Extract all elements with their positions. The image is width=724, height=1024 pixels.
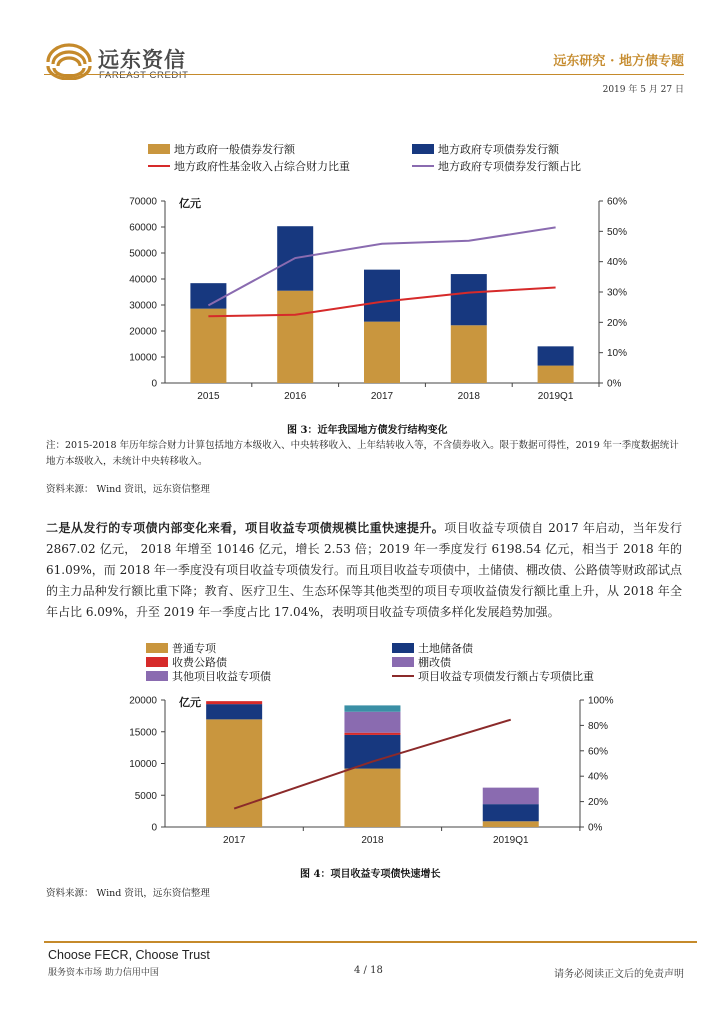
bar-segment — [483, 804, 539, 821]
y-unit-label: 亿元 — [179, 198, 201, 210]
paragraph-body: 项目收益专项债自 2017 年启动，当年发行 2867.02 亿元， 2018 年增至 10146 亿元，增长 2.53 倍；2019 年一季度发行 6198.54 亿元，相当于 2018 年的 61.09%，而 2018 年一季度没有项目收益专项债发行。而且项目收益专项债中，土储债、棚改债、公路债等财政部试点的主力品种发行额比重下降；教育、医疗卫生、生态环保等其他类型的项目专项收益债发行额比重上升，从 2018 年全年占比 6.09%，升至 2019 年一季度占比 17.04%，表明项目收益专项债多样化发展趋势加强。 — [46, 521, 682, 619]
bar-segment — [538, 366, 574, 383]
y-tick-label: 50000 — [129, 248, 157, 260]
legend-item — [392, 668, 594, 684]
legend-swatch — [392, 675, 414, 677]
y2-tick-label: 0% — [588, 822, 603, 834]
x-tick-label: 2019Q1 — [537, 391, 574, 402]
legend-swatch — [148, 144, 170, 154]
legend-swatch — [146, 643, 168, 653]
y-tick-label: 5000 — [134, 790, 157, 802]
x-tick-label: 2018 — [361, 835, 384, 846]
y2-tick-label: 10% — [607, 348, 628, 360]
legend-label: 收费公路债 — [172, 656, 227, 669]
logo-wordmark-cn: 远东资信 — [98, 48, 186, 72]
body-paragraph — [46, 518, 682, 623]
bar-segment — [206, 701, 262, 704]
y2-tick-label: 0% — [607, 378, 622, 390]
bar-segment — [344, 733, 400, 735]
y2-tick-label: 60% — [588, 746, 609, 758]
legend-item — [148, 141, 295, 157]
bar-segment — [344, 769, 400, 827]
y2-tick-label: 60% — [607, 196, 628, 208]
legend-label: 地方政府一般债券发行额 — [174, 143, 295, 156]
y-tick-label: 10000 — [129, 759, 157, 770]
legend-swatch — [412, 165, 434, 167]
y2-tick-label: 80% — [588, 720, 609, 732]
legend-label: 普通专项 — [172, 642, 216, 655]
x-tick-label: 2019Q1 — [492, 835, 529, 846]
figure-3-caption: 图 3：近年我国地方债发行结构变化 — [287, 425, 448, 436]
legend-swatch — [146, 671, 168, 681]
bar-segment — [190, 309, 226, 383]
bar-segment — [364, 270, 400, 322]
legend-item — [412, 141, 559, 157]
bar-segment — [451, 325, 487, 383]
report-date: 2019 年 5 月 27 日 — [602, 85, 684, 95]
x-tick-label: 2018 — [457, 391, 480, 402]
y-tick-label: 30000 — [129, 300, 157, 312]
y2-tick-label: 40% — [607, 257, 628, 269]
y-tick-label: 20000 — [129, 326, 157, 338]
bar-segment — [277, 291, 313, 383]
legend-item — [412, 158, 581, 174]
legend-swatch — [412, 144, 434, 154]
project-revenue-bond-chart — [0, 688, 724, 853]
legend-swatch — [392, 657, 414, 667]
y-unit-label: 亿元 — [179, 697, 201, 709]
bar-segment — [364, 322, 400, 383]
y-tick-label: 0 — [151, 378, 157, 390]
bar-segment — [344, 712, 400, 733]
figure-4-caption: 图 4：项目收益专项债快速增长 — [300, 869, 441, 880]
bar-segment — [483, 788, 539, 805]
y-tick-label: 20000 — [129, 695, 157, 707]
x-tick-label: 2017 — [370, 391, 394, 402]
bar-segment — [451, 274, 487, 325]
x-tick-label: 2015 — [197, 391, 220, 402]
bond-issuance-structure-chart — [0, 185, 724, 410]
bar-segment — [344, 705, 400, 711]
figure-3-source: 资料来源： Wind 资讯，远东资信整理 — [46, 484, 210, 495]
logo-wordmark-en: FAREAST CREDIT — [99, 70, 189, 81]
y2-tick-label: 30% — [607, 287, 628, 299]
y2-tick-label: 20% — [607, 317, 628, 329]
bar-segment — [206, 704, 262, 719]
legend-item — [146, 668, 271, 684]
legend-swatch — [148, 165, 170, 167]
legend-label: 其他项目收益专项债 — [172, 670, 271, 683]
header-divider — [44, 74, 684, 75]
bar-segment — [538, 346, 574, 365]
y-tick-label: 15000 — [129, 727, 157, 739]
legend-swatch — [146, 657, 168, 667]
page-number: 4 / 18 — [354, 965, 383, 976]
paragraph-lead: 二是从发行的专项债内部变化来看，项目收益专项债规模比重快速提升。 — [46, 521, 445, 535]
bar-segment — [206, 719, 262, 827]
footer-subtitle: 服务资本市场 助力信用中国 — [48, 968, 159, 978]
bar-segment — [344, 735, 400, 769]
footer-divider — [44, 941, 697, 943]
y-tick-label: 60000 — [129, 222, 157, 234]
footer-disclaimer: 请务必阅读正文后的免责声明 — [554, 969, 684, 980]
figure-3-note: 注：2015-2018 年历年综合财力计算包括地方本级收入、中央转移收入、上年结转收入等，不含债券收入。限于数据可得性，2019 年一季度数据统计地方本级收入，未统计中央转移收入。 — [46, 440, 679, 467]
y2-tick-label: 100% — [588, 695, 614, 707]
legend-label: 地方政府性基金收入占综合财力比重 — [174, 160, 350, 173]
legend-label: 地方政府专项债券发行额 — [438, 143, 559, 156]
legend-label: 土地储备债 — [418, 642, 473, 655]
figure-4-source: 资料来源： Wind 资讯，远东资信整理 — [46, 888, 210, 899]
legend-label: 项目收益专项债发行额占专项债比重 — [418, 670, 594, 683]
legend-label: 棚改债 — [418, 656, 451, 669]
y-tick-label: 70000 — [129, 196, 157, 208]
bar-segment — [483, 821, 539, 827]
footer-slogan: Choose FECR, Choose Trust — [48, 948, 210, 962]
header-section-tag: 远东研究 · 地方债专题 — [553, 54, 684, 69]
x-tick-label: 2016 — [284, 391, 307, 402]
y-tick-label: 0 — [151, 822, 157, 834]
y-tick-label: 40000 — [129, 274, 157, 286]
legend-label: 地方政府专项债券发行额占比 — [438, 160, 581, 173]
y2-tick-label: 40% — [588, 771, 609, 783]
y-tick-label: 10000 — [129, 352, 157, 364]
legend-swatch — [392, 643, 414, 653]
y2-tick-label: 20% — [588, 797, 609, 809]
y2-tick-label: 50% — [607, 226, 628, 238]
x-tick-label: 2017 — [223, 835, 246, 846]
legend-item — [148, 158, 350, 174]
